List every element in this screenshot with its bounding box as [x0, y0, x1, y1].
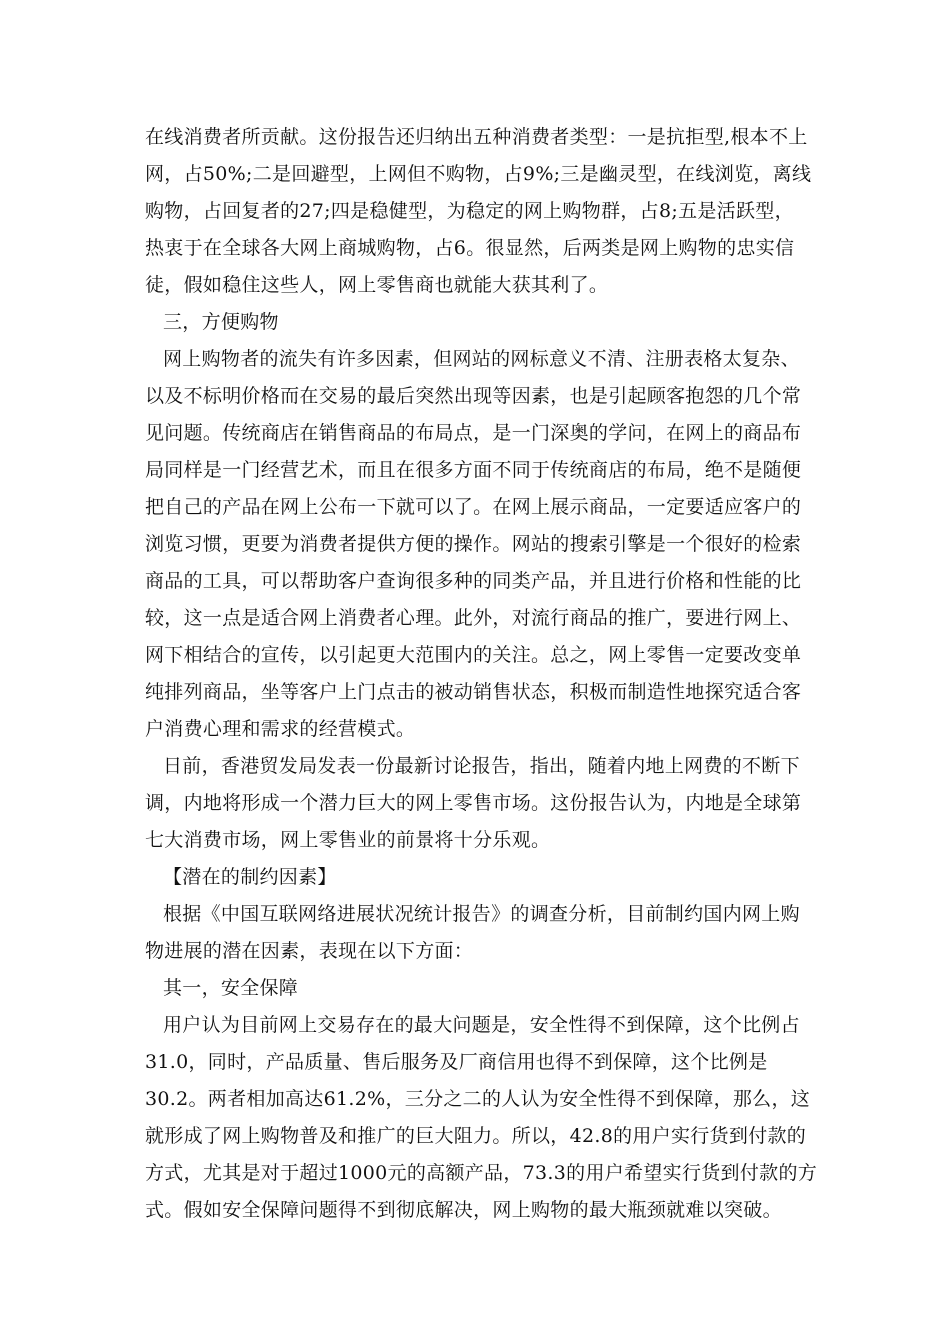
section-heading: 【潜在的制约因素】 — [163, 866, 337, 888]
text-line: 网，占50%;二是回避型，上网但不购物，占9%;三是幽灵型，在线浏览，离线 — [145, 163, 812, 185]
text-line: 物进展的潜在因素，表现在以下方面： — [145, 940, 474, 962]
text-line: 见问题。传统商店在销售商品的布局点，是一门深奥的学问，在网上的商品布 — [145, 422, 802, 444]
text-line: 较，这一点是适合网上消费者心理。此外，对流行商品的推广，要进行网上、 — [145, 607, 802, 629]
text-line: 局同样是一门经营艺术，而且在很多方面不同于传统商店的布局，绝不是随便 — [145, 459, 802, 481]
text-line: 根据《中国互联网络进展状况统计报告》的调查分析，目前制约国内网上购 — [163, 903, 800, 925]
text-line: 购物，占回复者的27;四是稳健型，为稳定的网上购物群，占8;五是活跃型， — [145, 200, 794, 222]
text-line: 网上购物者的流失有许多因素，但网站的网标意义不清、注册表格太复杂、 — [163, 348, 800, 370]
text-line: 31.0，同时，产品质量、售后服务及厂商信用也得不到保障，这个比例是 — [145, 1051, 768, 1073]
text-line: 网下相结合的宣传，以引起更大范围内的关注。总之，网上零售一定要改变单 — [145, 644, 802, 666]
text-line: 日前，香港贸发局发表一份最新讨论报告，指出，随着内地上网费的不断下 — [163, 755, 800, 777]
text-line: 纯排列商品，坐等客户上门点击的被动销售状态，积极而制造性地探究适合客 — [145, 681, 802, 703]
text-line: 徒，假如稳住这些人，网上零售商也就能大获其利了。 — [145, 274, 609, 296]
text-line: 方式，尤其是对于超过1000元的高额产品，73.3的用户希望实行货到付款的方 — [145, 1162, 818, 1184]
text-line: 把自己的产品在网上公布一下就可以了。在网上展示商品，一定要适应客户的 — [145, 496, 802, 518]
text-line: 用户认为目前网上交易存在的最大问题是，安全性得不到保障，这个比例占 — [163, 1014, 800, 1036]
text-line: 商品的工具，可以帮助客户查询很多种的同类产品，并且进行价格和性能的比 — [145, 570, 802, 592]
text-line: 户消费心理和需求的经营模式。 — [145, 718, 416, 740]
section-heading: 三，方便购物 — [163, 311, 279, 333]
text-line: 式。假如安全保障问题得不到彻底解决，网上购物的最大瓶颈就难以突破。 — [145, 1199, 782, 1221]
text-line: 就形成了网上购物普及和推广的巨大阻力。所以，42.8的用户实行货到付款的 — [145, 1125, 807, 1147]
text-line: 以及不标明价格而在交易的最后突然出现等因素，也是引起顾客抱怨的几个常 — [145, 385, 802, 407]
section-heading: 其一，安全保障 — [163, 977, 299, 999]
text-line: 30.2。两者相加高达61.2%，三分之二的人认为安全性得不到保障，那么，这 — [145, 1088, 811, 1110]
text-line: 调，内地将形成一个潜力巨大的网上零售市场。这份报告认为，内地是全球第 — [145, 792, 802, 814]
text-line: 浏览习惯，更要为消费者提供方便的操作。网站的搜索引擎是一个很好的检索 — [145, 533, 802, 555]
text-line: 七大消费市场，网上零售业的前景将十分乐观。 — [145, 829, 551, 851]
text-line: 在线消费者所贡献。这份报告还归纳出五种消费者类型：一是抗拒型,根本不上 — [145, 126, 808, 148]
text-line: 热衷于在全球各大网上商城购物，占6。很显然，后两类是网上购物的忠实信 — [145, 237, 795, 259]
